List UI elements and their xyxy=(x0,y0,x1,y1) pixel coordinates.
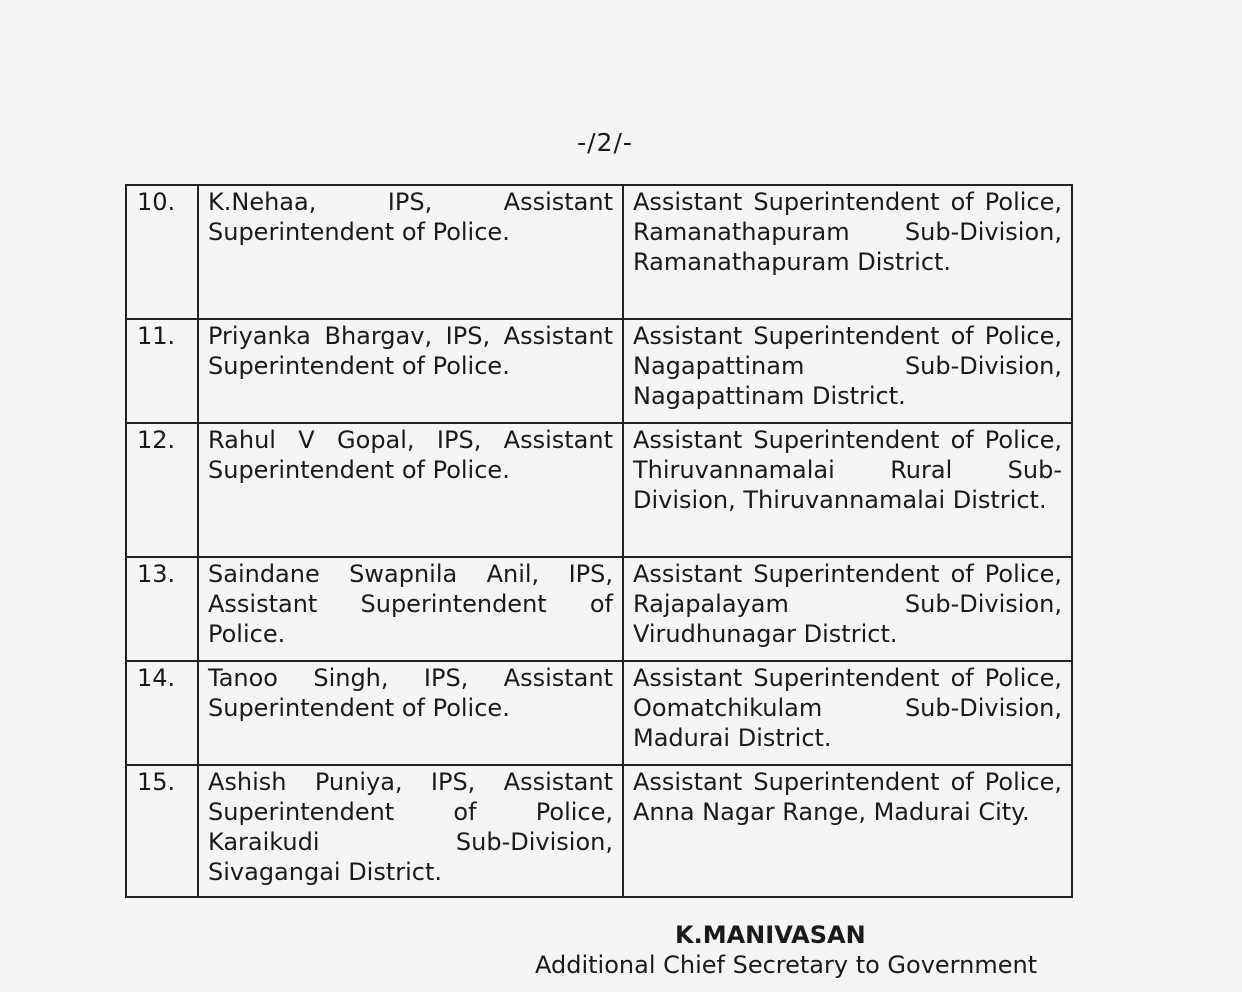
serial-number: 15. xyxy=(126,765,198,897)
posting-text: Assistant Superintendent of Police, Anna Nagar Range, Madurai City. xyxy=(633,768,1062,826)
signatory-name: K.MANIVASAN xyxy=(675,921,866,949)
officer-cell xyxy=(198,557,623,661)
officer-text: Rahul V Gopal, IPS, Assistant Superintendent of Police. xyxy=(208,426,613,484)
serial-number: 12. xyxy=(126,423,198,557)
table-row xyxy=(126,765,1072,897)
posting-cell xyxy=(623,319,1072,423)
posting-text: Assistant Superintendent of Police, Thiruvannamalai Rural Sub-Division, Thiruvannamalai District. xyxy=(633,426,1062,514)
officer-cell xyxy=(198,319,623,423)
officer-text: K.Nehaa, IPS, Assistant Superintendent of Police. xyxy=(208,188,613,246)
posting-text: Assistant Superintendent of Police, Rajapalayam Sub-Division, Virudhunagar District. xyxy=(633,560,1062,648)
table-row xyxy=(126,319,1072,423)
posting-cell xyxy=(623,185,1072,319)
posting-cell xyxy=(623,661,1072,765)
posting-text: Assistant Superintendent of Police, Oomatchikulam Sub-Division, Madurai District. xyxy=(633,664,1062,752)
officer-text: Saindane Swapnila Anil, IPS, Assistant Superintendent of Police. xyxy=(208,560,613,648)
posting-cell xyxy=(623,557,1072,661)
signature-block xyxy=(535,920,1055,980)
officer-cell xyxy=(198,765,623,897)
serial-number: 13. xyxy=(126,557,198,661)
officer-cell xyxy=(198,185,623,319)
officer-text: Ashish Puniya, IPS, Assistant Superintendent of Police, Karaikudi Sub-Division, Sivagangai District. xyxy=(208,768,613,886)
page-number: -/2/- xyxy=(577,128,633,157)
serial-number: 11. xyxy=(126,319,198,423)
signatory-designation: Additional Chief Secretary to Government xyxy=(535,951,1038,979)
posting-text: Assistant Superintendent of Police, Ramanathapuram Sub-Division, Ramanathapuram District. xyxy=(633,188,1062,276)
table-row xyxy=(126,185,1072,319)
officer-cell xyxy=(198,423,623,557)
table-row xyxy=(126,557,1072,661)
posting-cell xyxy=(623,765,1072,897)
table-row xyxy=(126,423,1072,557)
serial-number: 14. xyxy=(126,661,198,765)
posting-text: Assistant Superintendent of Police, Nagapattinam Sub-Division, Nagapattinam District. xyxy=(633,322,1062,410)
serial-number: 10. xyxy=(126,185,198,319)
table-row xyxy=(126,661,1072,765)
officer-text: Tanoo Singh, IPS, Assistant Superintendent of Police. xyxy=(208,664,613,722)
officer-cell xyxy=(198,661,623,765)
officer-text: Priyanka Bhargav, IPS, Assistant Superintendent of Police. xyxy=(208,322,613,380)
posting-cell xyxy=(623,423,1072,557)
transfer-table xyxy=(125,184,1073,898)
